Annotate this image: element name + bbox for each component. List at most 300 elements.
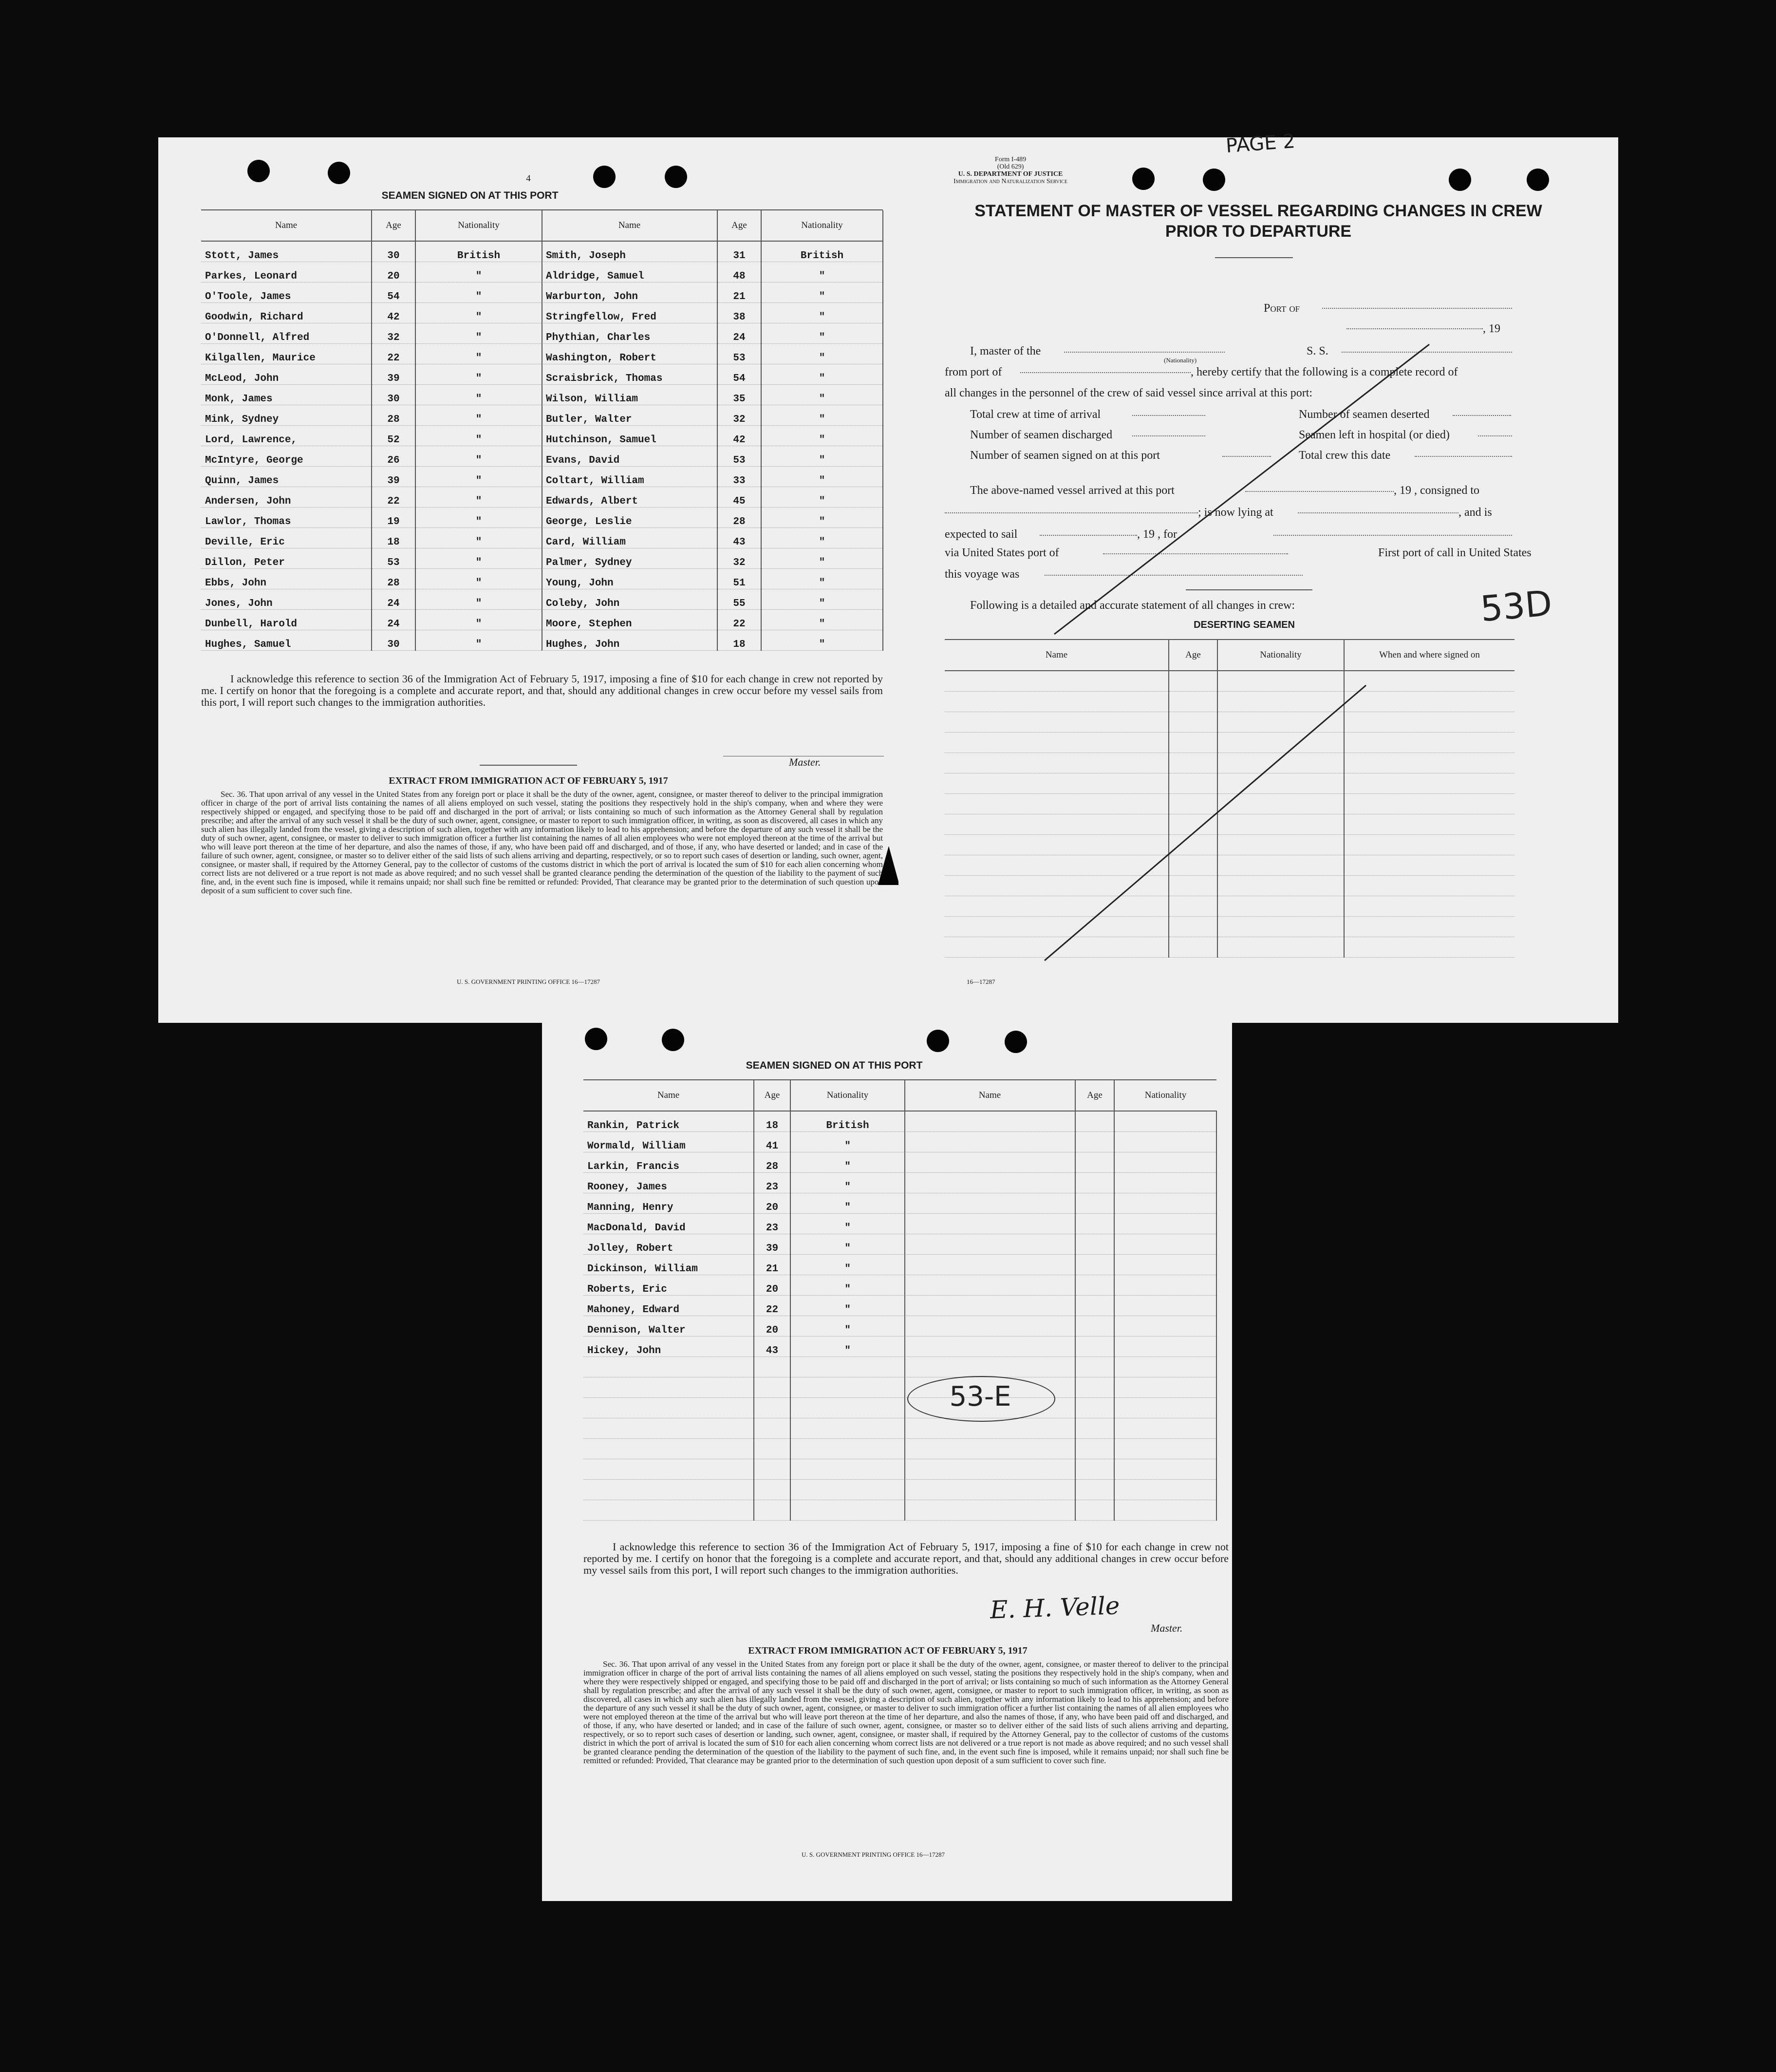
- crew-age: [1075, 1111, 1114, 1132]
- crew-table-left: [201, 210, 542, 651]
- crew-age: 18: [754, 1111, 790, 1132]
- crew-name: Edwards, Albert: [542, 487, 717, 508]
- crew-age: [754, 1459, 790, 1480]
- crew-name: [583, 1480, 754, 1500]
- crew-row: [905, 1152, 1216, 1173]
- crew-age: 42: [717, 426, 761, 446]
- crew-age: 51: [717, 569, 761, 589]
- crew-name: [905, 1459, 1075, 1480]
- col-header-name: Name: [542, 210, 717, 241]
- expected-sail-label: expected to sail: [945, 528, 1018, 541]
- crew-row: [905, 1480, 1216, 1500]
- crew-row: [905, 1111, 1216, 1132]
- crew-age: 22: [372, 344, 415, 364]
- crew-name: Wormald, William: [583, 1132, 754, 1152]
- crew-nationality: [1114, 1459, 1216, 1480]
- crew-row: [583, 1337, 905, 1357]
- crew-row: [201, 405, 542, 426]
- crew-row: [583, 1480, 905, 1500]
- seamen-discharged-label: Number of seamen discharged: [970, 429, 1113, 441]
- crew-nationality: ": [761, 405, 883, 426]
- crew-row: [542, 487, 883, 508]
- crew-age: 48: [717, 262, 761, 283]
- crew-nationality: [1114, 1480, 1216, 1500]
- extract-title: EXTRACT FROM IMMIGRATION ACT OF FEBRUARY 5, 1917: [389, 775, 668, 786]
- crew-row: [201, 528, 542, 548]
- crew-age: 35: [717, 385, 761, 405]
- crew-age: 41: [754, 1132, 790, 1152]
- crew-nationality: [790, 1500, 905, 1521]
- crew-name: [583, 1459, 754, 1480]
- deserting-seamen-title: DESERTING SEAMEN: [1194, 620, 1295, 630]
- crew-age: [1075, 1296, 1114, 1316]
- stamp-number: 53D: [1478, 582, 1554, 630]
- crew-row: [201, 323, 542, 344]
- crew-nationality: ": [761, 487, 883, 508]
- crew-row: [583, 1255, 905, 1275]
- crew-age: [754, 1418, 790, 1439]
- crew-age: 30: [372, 385, 415, 405]
- crew-name: Ebbs, John: [201, 569, 372, 589]
- this-voyage-label: this voyage was: [945, 568, 1020, 581]
- crew-row: [542, 303, 883, 323]
- crew-name: George, Leslie: [542, 508, 717, 528]
- crew-age: [754, 1398, 790, 1418]
- crew-name: [583, 1500, 754, 1521]
- punch-hole: [328, 162, 350, 184]
- crew-row: [201, 467, 542, 487]
- crew-nationality: ": [761, 446, 883, 467]
- crew-nationality: ": [761, 283, 883, 303]
- crew-age: 39: [754, 1234, 790, 1255]
- crew-name: [905, 1214, 1075, 1234]
- crew-age: 30: [372, 630, 415, 651]
- crew-row: [583, 1439, 905, 1459]
- crew-age: 38: [717, 303, 761, 323]
- crew-nationality: ": [761, 364, 883, 385]
- crew-nationality: ": [761, 426, 883, 446]
- crew-row: [905, 1500, 1216, 1521]
- certify-text: , hereby certify that the following is a complete record of: [1191, 366, 1458, 378]
- cancellation-strikethrough: [898, 137, 1618, 1023]
- crew-table-right: [542, 210, 883, 651]
- crew-table-left: [583, 1080, 905, 1521]
- crew-row: [583, 1214, 905, 1234]
- crew-age: 52: [372, 426, 415, 446]
- crew-age: [1075, 1152, 1114, 1173]
- master-label: Master.: [1151, 1622, 1183, 1634]
- crew-age: 30: [372, 241, 415, 262]
- left-hospital-label: Seamen left in hospital (or died): [1299, 429, 1450, 441]
- crew-name: [905, 1480, 1075, 1500]
- crew-nationality: ": [415, 467, 542, 487]
- crew-nationality: ": [415, 528, 542, 548]
- crew-nationality: ": [761, 344, 883, 364]
- crew-row: [201, 426, 542, 446]
- col-header-name: Name: [583, 1080, 754, 1111]
- crew-name: Manning, Henry: [583, 1193, 754, 1214]
- crew-nationality: ": [415, 364, 542, 385]
- crew-nationality: ": [761, 262, 883, 283]
- crew-row: [201, 241, 542, 262]
- crew-row: [542, 508, 883, 528]
- punch-hole: [665, 166, 687, 188]
- crew-row: [201, 283, 542, 303]
- crew-name: Deville, Eric: [201, 528, 372, 548]
- crew-age: 43: [754, 1337, 790, 1357]
- form-number: Form I-489: [994, 156, 1027, 163]
- crew-name: [905, 1193, 1075, 1214]
- crew-row: [201, 630, 542, 651]
- crew-age: [1075, 1275, 1114, 1296]
- crew-name: Stott, James: [201, 241, 372, 262]
- crew-age: [754, 1480, 790, 1500]
- sail-19-label: , 19 , for: [1137, 528, 1177, 541]
- crew-name: Evans, David: [542, 446, 717, 467]
- crew-age: 24: [717, 323, 761, 344]
- crew-name: Dillon, Peter: [201, 548, 372, 569]
- col-header-nationality: Nationality: [761, 210, 883, 241]
- crew-age: [1075, 1193, 1114, 1214]
- crew-name: Lord, Lawrence,: [201, 426, 372, 446]
- punch-hole: [1005, 1031, 1027, 1053]
- crew-nationality: ": [790, 1152, 905, 1173]
- crew-name: [905, 1173, 1075, 1193]
- crew-nationality: [1114, 1500, 1216, 1521]
- crew-name: [583, 1357, 754, 1377]
- first-port-label: First port of call in United States: [1378, 546, 1532, 559]
- crew-row: [905, 1459, 1216, 1480]
- crew-name: Coltart, William: [542, 467, 717, 487]
- crew-list-sheet-top-left: [158, 137, 898, 1023]
- crew-name: O'Toole, James: [201, 283, 372, 303]
- crew-name: [905, 1357, 1075, 1377]
- crew-nationality: ": [790, 1214, 905, 1234]
- crew-nationality: ": [415, 426, 542, 446]
- seamen-deserted-label: Number of seamen deserted: [1299, 408, 1430, 421]
- crew-name: McIntyre, George: [201, 446, 372, 467]
- crew-name: Hughes, Samuel: [201, 630, 372, 651]
- crew-age: [1075, 1377, 1114, 1398]
- crew-name: Washington, Robert: [542, 344, 717, 364]
- printer-mark: U. S. GOVERNMENT PRINTING OFFICE 16—17287: [456, 978, 600, 985]
- ss-label: S. S.: [1307, 345, 1328, 358]
- punch-hole: [927, 1030, 949, 1052]
- crew-age: 20: [754, 1316, 790, 1337]
- crew-name: [583, 1377, 754, 1398]
- crew-age: 28: [372, 569, 415, 589]
- crew-row: [201, 364, 542, 385]
- crew-nationality: ": [415, 323, 542, 344]
- crew-row: [542, 569, 883, 589]
- crew-row: [201, 344, 542, 364]
- crew-row: [201, 569, 542, 589]
- crew-age: 24: [372, 610, 415, 630]
- torn-corner: [878, 846, 899, 885]
- crew-name: Card, William: [542, 528, 717, 548]
- crew-nationality: [1114, 1173, 1216, 1193]
- crew-row: [905, 1214, 1216, 1234]
- crew-nationality: ": [761, 528, 883, 548]
- crew-age: 18: [717, 630, 761, 651]
- crew-age: 32: [717, 405, 761, 426]
- crew-nationality: [790, 1480, 905, 1500]
- crew-row: [542, 446, 883, 467]
- crew-row: [583, 1173, 905, 1193]
- crew-nationality: ": [415, 548, 542, 569]
- crew-list-sheet-bottom: [542, 1023, 1232, 1901]
- crew-row: [201, 385, 542, 405]
- crew-name: Aldridge, Samuel: [542, 262, 717, 283]
- crew-row: [905, 1296, 1216, 1316]
- crew-row: [583, 1132, 905, 1152]
- col-header-nationality: Nationality: [1217, 640, 1344, 671]
- crew-nationality: ": [415, 487, 542, 508]
- crew-age: 20: [754, 1275, 790, 1296]
- crew-row: [542, 467, 883, 487]
- crew-name: Dennison, Walter: [583, 1316, 754, 1337]
- crew-name: [905, 1111, 1075, 1132]
- crew-age: [754, 1377, 790, 1398]
- crew-nationality: ": [761, 548, 883, 569]
- crew-name: Hutchinson, Samuel: [542, 426, 717, 446]
- crew-nationality: ": [415, 405, 542, 426]
- crew-name: MacDonald, David: [583, 1214, 754, 1234]
- crew-age: 22: [754, 1296, 790, 1316]
- crew-name: Stringfellow, Fred: [542, 303, 717, 323]
- crew-nationality: [1114, 1316, 1216, 1337]
- crew-name: Warburton, John: [542, 283, 717, 303]
- crew-nationality: ": [761, 589, 883, 610]
- crew-age: 54: [372, 283, 415, 303]
- crew-nationality: [1114, 1296, 1216, 1316]
- crew-nationality: [790, 1357, 905, 1377]
- crew-name: Rankin, Patrick: [583, 1111, 754, 1132]
- crew-row: [905, 1357, 1216, 1377]
- and-is-label: , and is: [1458, 506, 1492, 519]
- crew-nationality: ": [761, 323, 883, 344]
- crew-age: 53: [717, 344, 761, 364]
- crew-nationality: [1114, 1439, 1216, 1459]
- crew-age: [1075, 1316, 1114, 1337]
- crew-age: [754, 1357, 790, 1377]
- printer-mark: 16—17287: [967, 978, 995, 985]
- crew-name: Quinn, James: [201, 467, 372, 487]
- crew-name: Jones, John: [201, 589, 372, 610]
- crew-age: 32: [717, 548, 761, 569]
- col-header-age: Age: [717, 210, 761, 241]
- crew-nationality: British: [761, 241, 883, 262]
- crew-row: [583, 1111, 905, 1132]
- crew-row: [201, 548, 542, 569]
- crew-nationality: British: [415, 241, 542, 262]
- crew-row: [905, 1316, 1216, 1337]
- crew-age: 21: [717, 283, 761, 303]
- crew-age: 54: [717, 364, 761, 385]
- crew-name: [583, 1439, 754, 1459]
- crew-name: [905, 1234, 1075, 1255]
- crew-age: [754, 1439, 790, 1459]
- page-number: 4: [526, 173, 531, 184]
- crew-nationality: ": [790, 1255, 905, 1275]
- crew-nationality: ": [761, 610, 883, 630]
- crew-name: Andersen, John: [201, 487, 372, 508]
- crew-age: 42: [372, 303, 415, 323]
- divider: [480, 765, 577, 766]
- col-header-age: Age: [1075, 1080, 1114, 1111]
- crew-row: [583, 1357, 905, 1377]
- crew-age: [1075, 1480, 1114, 1500]
- crew-nationality: ": [761, 508, 883, 528]
- crew-name: Moore, Stephen: [542, 610, 717, 630]
- crew-name: Rooney, James: [583, 1173, 754, 1193]
- crew-age: 28: [754, 1152, 790, 1173]
- crew-row: [905, 1337, 1216, 1357]
- form-old-number: (Old 629): [997, 163, 1024, 170]
- crew-age: [1075, 1337, 1114, 1357]
- crew-row: [542, 283, 883, 303]
- crew-nationality: [790, 1377, 905, 1398]
- crew-nationality: ": [415, 569, 542, 589]
- crew-age: 23: [754, 1173, 790, 1193]
- crew-nationality: [1114, 1234, 1216, 1255]
- crew-row: [583, 1500, 905, 1521]
- col-header-nationality: Nationality: [790, 1080, 905, 1111]
- crew-row: [905, 1193, 1216, 1214]
- crew-nationality: ": [761, 569, 883, 589]
- crew-row: [201, 589, 542, 610]
- crew-age: 18: [372, 528, 415, 548]
- crew-row: [542, 241, 883, 262]
- col-header-nationality: Nationality: [1114, 1080, 1216, 1111]
- crew-name: [905, 1132, 1075, 1152]
- col-header-when-where: When and where signed on: [1344, 640, 1514, 671]
- handwritten-page-note: PAGE 2: [1225, 130, 1296, 157]
- col-header-nationality: Nationality: [415, 210, 542, 241]
- following-text: Following is a detailed and accurate statement of all changes in crew:: [970, 599, 1295, 612]
- punch-hole: [662, 1029, 684, 1051]
- crew-name: Kilgallen, Maurice: [201, 344, 372, 364]
- crew-nationality: ": [415, 446, 542, 467]
- crew-row: [542, 610, 883, 630]
- crew-name: McLeod, John: [201, 364, 372, 385]
- now-lying-label: ; is now lying at: [1198, 506, 1273, 519]
- crew-age: 53: [372, 548, 415, 569]
- crew-age: 20: [372, 262, 415, 283]
- crew-name: [905, 1275, 1075, 1296]
- crew-nationality: ": [790, 1193, 905, 1214]
- crew-row: [201, 508, 542, 528]
- crew-name: Monk, James: [201, 385, 372, 405]
- crew-nationality: ": [415, 589, 542, 610]
- crew-name: Parkes, Leonard: [201, 262, 372, 283]
- crew-nationality: ": [761, 467, 883, 487]
- crew-name: [905, 1296, 1075, 1316]
- crew-name: Palmer, Sydney: [542, 548, 717, 569]
- crew-nationality: ": [415, 508, 542, 528]
- col-header-age: Age: [372, 210, 415, 241]
- extract-text: Sec. 36. That upon arrival of any vessel in the United States from any foreign port or place it shall be the duty of the owner, agent, consignee, or master thereof to deliver to the principal immigration officer in charge of the port of arrival lists containing the names of all aliens employed on such vessel, stating the positions they respectively hold in the ship's company, when and where they were respectively shipped or engaged, and specifying those to be paid off and discharged in the port of arrival; or lists containing so much of such information as the Attorney General shall by regulation prescribe; and after the arrival of any such vessel it shall be the duty of such owner, agent, consignee, or master to report to such immigration officer, in writing, as soon as discovered, all cases in which any such alien has illegally landed from the vessel, giving a description of such alien, together with any information likely to lead to his apprehension; and before the departure of any such vessel it shall be the duty of such owner, agent, consignee, or master to deliver to such immigration officer a further list containing the names of all alien employees who were not employed thereon at the time of the arrival but who will leave port thereon at the time of her departure, and also the names of those, if any, who have been paid off and discharged, and of those, if any, who have deserted or landed; and in case of the failure of such owner, agent, consignee, or master so to deliver either of the said lists of such aliens arriving and departing, respectively, or so to report such cases of desertion or landing, such owner, agent, consignee, or master shall, if required by the Attorney General, pay to the collector of customs of the customs district in which the port of arrival is located the sum of $10 for each alien concerning whom correct lists are not delivered or a true report is not made as above required; and no such vessel shall be granted clearance pending the determination of the question of the liability to the payment of such fine, and, in the event such fine is imposed, while it remains unpaid; nor shall such fine be remitted or refunded: Provided, That clearance may be granted prior to the determination of such question upon deposit of a sum sufficient to cover such fine.: [583, 1659, 1229, 1765]
- crew-row: [905, 1173, 1216, 1193]
- crew-name: O'Donnell, Alfred: [201, 323, 372, 344]
- crew-nationality: ": [790, 1234, 905, 1255]
- crew-name: [905, 1152, 1075, 1173]
- crew-name: Scraisbrick, Thomas: [542, 364, 717, 385]
- crew-row: [542, 262, 883, 283]
- crew-age: [1075, 1173, 1114, 1193]
- crew-name: [905, 1500, 1075, 1521]
- crew-age: 23: [754, 1214, 790, 1234]
- crew-nationality: [790, 1459, 905, 1480]
- all-changes-text: all changes in the personnel of the crew of said vessel since arrival at this port:: [945, 387, 1313, 399]
- crew-nationality: [790, 1439, 905, 1459]
- crew-nationality: ": [415, 385, 542, 405]
- total-crew-date-label: Total crew this date: [1299, 449, 1391, 462]
- crew-row: [201, 262, 542, 283]
- crew-age: 28: [717, 508, 761, 528]
- master-signature: E. H. Velle: [990, 1591, 1121, 1624]
- crew-name: Larkin, Francis: [583, 1152, 754, 1173]
- crew-age: [1075, 1500, 1114, 1521]
- crew-row: [905, 1255, 1216, 1275]
- crew-row: [583, 1398, 905, 1418]
- crew-name: Dunbell, Harold: [201, 610, 372, 630]
- crew-row: [583, 1296, 905, 1316]
- crew-nationality: [1114, 1357, 1216, 1377]
- crew-row: [583, 1459, 905, 1480]
- crew-name: Young, John: [542, 569, 717, 589]
- crew-nationality: ": [761, 303, 883, 323]
- crew-name: [583, 1418, 754, 1439]
- crew-age: [1075, 1459, 1114, 1480]
- consigned-to-label: , 19 , consigned to: [1394, 484, 1479, 497]
- crew-row: [905, 1132, 1216, 1152]
- crew-age: [1075, 1439, 1114, 1459]
- crew-age: 39: [372, 364, 415, 385]
- crew-row: [542, 364, 883, 385]
- col-header-name: Name: [945, 640, 1169, 671]
- crew-nationality: ": [790, 1275, 905, 1296]
- statement-sheet: [898, 130, 1618, 1023]
- port-of-label: Port of: [1264, 302, 1300, 315]
- department: U. S. DEPARTMENT OF JUSTICE: [958, 170, 1063, 178]
- crew-age: [1075, 1234, 1114, 1255]
- stamp-number: 53-E: [949, 1381, 1011, 1413]
- crew-row: [542, 426, 883, 446]
- via-us-port-label: via United States port of: [945, 546, 1059, 559]
- crew-nationality: [1114, 1398, 1216, 1418]
- crew-row: [542, 528, 883, 548]
- crew-row: [905, 1418, 1216, 1439]
- crew-age: [1075, 1357, 1114, 1377]
- crew-nationality: ": [761, 385, 883, 405]
- crew-age: 53: [717, 446, 761, 467]
- crew-row: [542, 405, 883, 426]
- crew-nationality: ": [790, 1296, 905, 1316]
- punch-hole: [593, 166, 616, 188]
- crew-nationality: [790, 1398, 905, 1418]
- crew-name: Roberts, Eric: [583, 1275, 754, 1296]
- crew-row: [542, 323, 883, 344]
- crew-age: [1075, 1255, 1114, 1275]
- crew-name: Hughes, John: [542, 630, 717, 651]
- extract-text: Sec. 36. That upon arrival of any vessel in the United States from any foreign port or place it shall be the duty of the owner, agent, consignee, or master thereof to deliver to the principal immigration officer in charge of the port of arrival lists containing the names of all aliens employed on such vessel, stating the positions they respectively hold in the ship's company, when and where they were respectively shipped or engaged, and specifying those to be paid off and discharged in the port of arrival; or lists containing so much of such information as the Attorney General shall by regulation prescribe; and after the arrival of any such vessel it shall be the duty of such owner, agent, consignee, or master to report to such immigration officer, in writing, as soon as discovered, all cases in which any such alien has illegally landed from the vessel, giving a description of such alien, together with any information likely to lead to his apprehension; and before the departure of any such vessel it shall be the duty of such owner, agent, consignee, or master to deliver to such immigration officer a further list containing the names of all alien employees who were not employed thereon at the time of the arrival but who will leave port thereon at the time of her departure, and also the names of those, if any, who have been paid off and discharged, and of those, if any, who have deserted or landed; and in case of the failure of such owner, agent, consignee, or master so to deliver either of the said lists of such aliens arriving and departing, respectively, or so to report such cases of desertion or landing, such owner, agent, consignee, or master shall, if required by the Attorney General, pay to the collector of customs of the customs district in which the port of arrival is located the sum of $10 for each alien concerning whom correct lists are not delivered or a true report is not made as above required; and no such vessel shall be granted clearance pending the determination of the question of the liability to the payment of such fine, and, in the event such fine is imposed, while it remains unpaid; nor shall such fine be remitted or refunded: Provided, That clearance may be granted prior to the determination of such question upon deposit of a sum sufficient to cover such fine.: [201, 790, 883, 895]
- crew-age: 43: [717, 528, 761, 548]
- crew-name: Smith, Joseph: [542, 241, 717, 262]
- crew-age: [1075, 1132, 1114, 1152]
- crew-row: [905, 1439, 1216, 1459]
- crew-row: [201, 303, 542, 323]
